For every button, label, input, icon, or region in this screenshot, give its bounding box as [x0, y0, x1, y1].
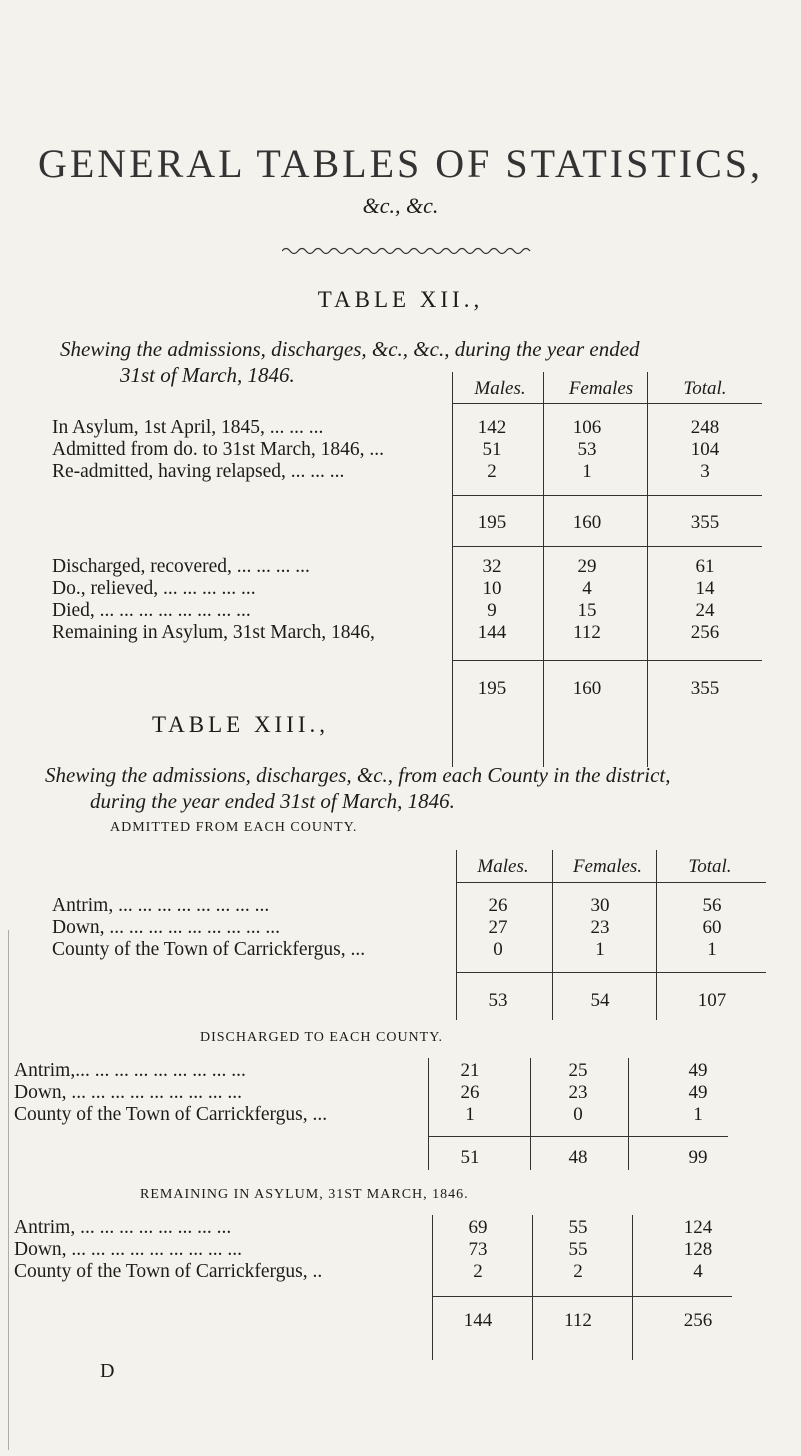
table13-col-females: Females. [572, 856, 643, 877]
table13-cell: 26 [460, 1082, 480, 1103]
table13-cell: 1 [465, 1104, 475, 1125]
table13-rule [456, 882, 766, 883]
table12-subtotal: 195 [477, 512, 507, 533]
table13-cell: 55 [568, 1217, 588, 1238]
table13-subtotal: 99 [688, 1147, 708, 1168]
table13-cell: 49 [688, 1060, 708, 1081]
table12-cell: 104 [690, 439, 720, 460]
table12-cell: 61 [695, 556, 715, 577]
table12-cell: 15 [577, 600, 597, 621]
table13-cell: 124 [683, 1217, 713, 1238]
table13-desc-line1: Shewing the admissions, discharges, &c., from each County in the district, [45, 763, 671, 787]
table12-rule [452, 495, 762, 496]
table13-total: 112 [564, 1310, 592, 1331]
table13-cell: 128 [683, 1239, 713, 1260]
table13-col-males: Males. [477, 856, 529, 877]
section-heading-discharged: DISCHARGED TO EACH COUNTY. [200, 1030, 444, 1045]
table13-row-label: County of the Town of Carrickfergus, ... [52, 939, 366, 960]
table12-cell: 1 [582, 461, 592, 482]
table12-rule [543, 372, 544, 767]
table12-title: TABLE XII., [317, 287, 484, 312]
table12-total: 355 [690, 678, 720, 699]
table13-rule [456, 850, 457, 1020]
table12-cell: 248 [690, 417, 720, 438]
table13-cell: 0 [573, 1104, 583, 1125]
table13-subtotal: 51 [460, 1147, 480, 1168]
table13-cell: 21 [460, 1060, 480, 1081]
table12-subtotal: 160 [572, 512, 602, 533]
table13-cell: 49 [688, 1082, 708, 1103]
table12-cell: 24 [695, 600, 715, 621]
table12-rule [452, 546, 762, 547]
table13-rule [552, 850, 553, 1020]
table13-cell: 1 [707, 939, 717, 960]
table12-cell: 144 [477, 622, 507, 643]
table13-cell: 25 [568, 1060, 588, 1081]
table13-rule [656, 850, 657, 1020]
table12-row-label: Remaining in Asylum, 31st March, 1846, [52, 622, 375, 643]
table13-rule [628, 1058, 629, 1170]
table13-cell: 0 [493, 939, 503, 960]
table13-total: 256 [683, 1310, 713, 1331]
table12-desc-line2: 31st of March, 1846. [120, 363, 295, 387]
table12-col-males: Males. [474, 378, 526, 399]
table12-desc-line1: Shewing the admissions, discharges, &c., &c., during the year ended [60, 337, 640, 361]
table13-cell: 26 [488, 895, 508, 916]
table13-rule [530, 1058, 531, 1170]
table12-row-label: Died, ... ... ... ... ... ... ... ... [52, 600, 251, 621]
page-subtitle: &c., &c. [362, 193, 439, 218]
table13-rule [432, 1215, 433, 1360]
table12-cell: 2 [487, 461, 497, 482]
table12-row-label: Admitted from do. to 31st March, 1846, ... [52, 439, 385, 460]
table13-desc-line2: during the year ended 31st of March, 1846. [90, 789, 455, 813]
table13-subtotal: 48 [568, 1147, 588, 1168]
table12-row-label: Discharged, recovered, ... ... ... ... [52, 556, 310, 577]
table12-cell: 3 [700, 461, 710, 482]
table13-cell: 30 [590, 895, 610, 916]
section-heading-admitted: ADMITTED FROM EACH COUNTY. [110, 820, 358, 835]
table13-rule [428, 1136, 728, 1137]
section-heading-remaining: REMAINING IN ASYLUM, 31ST MARCH, 1846. [140, 1187, 469, 1202]
table12-cell: 10 [482, 578, 502, 599]
table13-cell: 4 [693, 1261, 703, 1282]
table12-cell: 53 [577, 439, 597, 460]
table12-cell: 9 [487, 600, 497, 621]
table13-rule [432, 1296, 732, 1297]
table13-cell: 1 [595, 939, 605, 960]
table12-col-females: Females [568, 378, 634, 399]
table13-row-label: Down, ... ... ... ... ... ... ... ... ... [14, 1239, 243, 1260]
table12-cell: 32 [482, 556, 502, 577]
table13-rule [456, 972, 766, 973]
table12-subtotal: 355 [690, 512, 720, 533]
table13-cell: 1 [693, 1104, 703, 1125]
table12-cell: 106 [572, 417, 602, 438]
table13-total: 144 [463, 1310, 493, 1331]
table12-total: 195 [477, 678, 507, 699]
table12-cell: 4 [582, 578, 592, 599]
table13-cell: 2 [573, 1261, 583, 1282]
table13-subtotal: 53 [488, 990, 508, 1011]
table13-rule [632, 1215, 633, 1360]
table13-row-label: Down, ... ... ... ... ... ... ... ... ... [14, 1082, 243, 1103]
table13-cell: 56 [702, 895, 722, 916]
table12-cell: 29 [577, 556, 597, 577]
table13-cell: 69 [468, 1217, 488, 1238]
table12-row-label: Do., relieved, ... ... ... ... ... [52, 578, 256, 599]
table12-cell: 51 [482, 439, 502, 460]
table12-total: 160 [572, 678, 602, 699]
table13-row-label: County of the Town of Carrickfergus, ... [14, 1104, 328, 1125]
table12-rule [452, 372, 453, 767]
table13-row-label: Antrim,... ... ... ... ... ... ... ... ... [14, 1060, 246, 1081]
table12-col-total: Total. [683, 378, 727, 399]
table12-row-label: In Asylum, 1st April, 1845, ... ... ... [52, 417, 324, 438]
table13-subtotal: 107 [697, 990, 727, 1011]
page-title: GENERAL TABLES OF STATISTICS, [37, 141, 764, 186]
table13-cell: 27 [488, 917, 508, 938]
table13-row-label: Antrim, ... ... ... ... ... ... ... ... [52, 895, 270, 916]
table12-row-label: Re-admitted, having relapsed, ... ... ... [52, 461, 345, 482]
table13-cell: 2 [473, 1261, 483, 1282]
table13-cell: 55 [568, 1239, 588, 1260]
table13-cell: 73 [468, 1239, 488, 1260]
table13-cell: 60 [702, 917, 722, 938]
table12-cell: 14 [695, 578, 715, 599]
table13-row-label: Antrim, ... ... ... ... ... ... ... ... [14, 1217, 232, 1238]
table13-title: TABLE XIII., [151, 712, 330, 737]
table13-cell: 23 [590, 917, 610, 938]
table13-col-total: Total. [688, 856, 732, 877]
table12-rule [452, 660, 762, 661]
table13-row-label: County of the Town of Carrickfergus, .. [14, 1261, 323, 1282]
table12-cell: 112 [573, 622, 601, 643]
table13-description [45, 762, 795, 814]
signature-mark: D [100, 1360, 115, 1382]
table12-rule [452, 403, 762, 404]
margin-rule [8, 930, 9, 1450]
table13-cell: 23 [568, 1082, 588, 1103]
table12-cell: 256 [690, 622, 720, 643]
table13-rule [532, 1215, 533, 1360]
table13-row-label: Down, ... ... ... ... ... ... ... ... ... [52, 917, 281, 938]
table13-subtotal: 54 [590, 990, 610, 1011]
table13-rule [428, 1058, 429, 1170]
table12-rule [647, 372, 648, 767]
wavy-divider [282, 245, 532, 257]
table12-cell: 142 [477, 417, 507, 438]
